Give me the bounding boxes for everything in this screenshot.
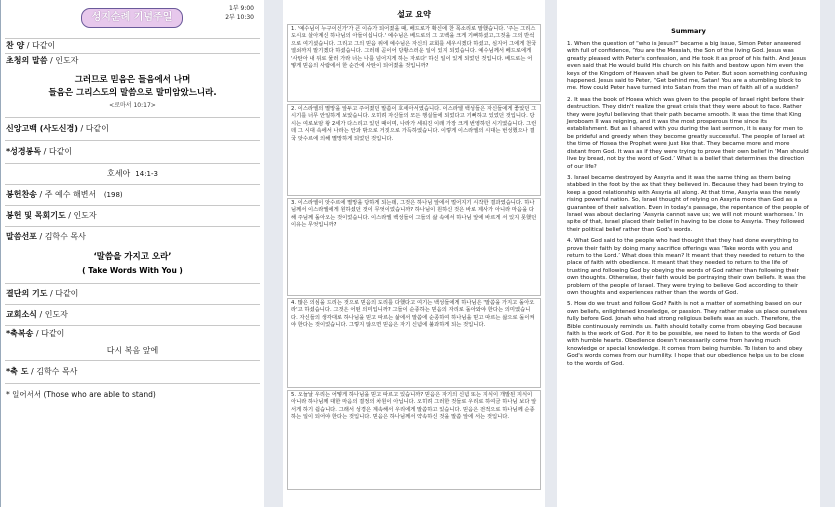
bulletin-header bbox=[1, 0, 264, 38]
english-summary-page bbox=[557, 0, 820, 507]
order-offering-hymn bbox=[1, 185, 264, 205]
korean-summary-section-5: 5. 오늘날 우리는 어떻게 하나님을 믿고 따르고 있습니까? 믿음은 자기의 신념 또는 지식이 개발된 지식이 아니라 하나님께 대한 마음의 결정의 차원이 아닙니다. 오히려 그러한 것들로 우리로 하여금 하나님 보다 앞서게 하기 쉽습니다. 그래서 성경은 계속해서 우리에게 말씀하고 있습니다. 믿음은 전적으로 하나님께 순종하는 일이 되어야 한다는 것입니다. 믿음은 하나님께서 약속하신 것을 말씀 앞에 서는 것입니다. bbox=[287, 390, 541, 490]
bulletin-title-badge: 성지순례 기념주일 bbox=[81, 8, 183, 28]
english-summary-section-4: 4. What God said to the people who had thought that they had done everything to prove their faith by doing many sacrifice offerings was ‘Take words with you and return to the Lord.’ What does this mean? It meant that they needed to return to the place of faith with obedience. It meant that they needed to return to the life of trusting and following God by obeying the words of God rather than following their own thoughts. Otherwise, their faith would be portraying their own beliefs. It was the problem of the people of Israel. They were trying to believe God according to their own thoughts and experiences rather than the words of God. bbox=[567, 238, 806, 296]
item-label: 교회소식 bbox=[6, 310, 37, 319]
scripture-reference: 14:1-3 bbox=[135, 170, 158, 178]
english-summary-title: Summary bbox=[671, 27, 706, 35]
item-leader: / 인도자 bbox=[68, 211, 97, 220]
english-summary-section-3: 3. Israel became destroyed by Assyria and it was the same thing as them being stabbed in the foot by the ax that they believed in. Because they had been trying to keep a good relationship with Assyria all along. At that time, Assyria was the newly rising powerful nation. So, Israel thought of relying on Assyria more than God as a guarantee of their salvation. Even in today's passage, the repentance of the people of Israel was about declaring ‘Assyria cannot save us; we will not mount warhorses.’ In spite of that, Israel placed their belief in having to be close to Assyria. They followed their political belief rather than God's words. bbox=[567, 174, 809, 233]
bulletin-page bbox=[0, 0, 264, 507]
item-label: 봉헌찬송 bbox=[6, 190, 37, 199]
verse-reference: <로마서 10:17> bbox=[109, 102, 156, 109]
order-sermon bbox=[1, 227, 264, 247]
order-invocation bbox=[1, 54, 264, 68]
korean-summary-title: 설교 요약 bbox=[397, 10, 431, 19]
item-leader: / 다같이 bbox=[35, 329, 65, 338]
item-leader: / 다같이 bbox=[49, 289, 79, 298]
korean-summary-section-1: 1. '예수님이 누구이신가'가 큰 이슈가 되어졌을 때, 베드로가 확신에 찬 목소리로 말했습니다. '주는 그리스도시요 살아계신 하나님의 아들이십니다.' 예수님은 베드로의 그 고백을 크게 기뻐하셨고,그것을 그의 반석으로 여기셨습니다. 그리고 그의 믿음 위에 예수님은 자신의 교회를 세우시겠다 하셨고, 심지어 그에게 천국 열쇠까지 맡기겠다 하셨습니다. 그러데 곧이어 당황스러운 일이 있지 되었습니다. 예수님께서 베드로에게 '사탄아 내 뒤로 물러 가라 너는 나를 넘어지게 하는 자로다' 하신 일이 있게 되었던 것입니다. 베드로는 어떻게 믿음의 사람에서 한 순간에 사탄이 되어졌을 것입니까? bbox=[287, 24, 541, 102]
item-leader: / 다같이 bbox=[80, 124, 109, 133]
service-times bbox=[225, 4, 254, 22]
item-leader: / 인도자 bbox=[49, 56, 79, 65]
sermon-title: ‘말씀을 가지고 오라’ bbox=[93, 252, 172, 262]
service-time-2: 2부 10:30 bbox=[225, 14, 254, 21]
verse-line-1: 그러므로 믿음은 들음에서 나며 bbox=[74, 75, 191, 85]
item-label: 신앙고백 (사도신경) bbox=[6, 124, 78, 133]
scripture-book: 호세아 bbox=[107, 169, 131, 178]
english-summary-section-5: 5. How do we trust and follow God? Faith is not a matter of something based on our own beliefs, enlightened knowledge, or passion. They rather make us place ourselves fully before God. Jonah who had strong religious beliefs was as such. Therefore, the Bible continuously reminds us. Faith should totally come from obeying God because faith is the work of God. For it to be possible, we need to listen to the words of God with humble hearts. Obedience doesn't necessarily come from having much knowledge or special knowledge. It comes from being humble. To listen to and obey God's words comes from our humility. I hope that our obedience helps us to be close to the words of God. bbox=[567, 301, 808, 367]
order-hymn bbox=[1, 39, 264, 53]
item-leader: / 김학수 목사 bbox=[30, 367, 78, 376]
service-time-1: 1부 9:00 bbox=[229, 5, 254, 12]
item-leader: / 김학수 목사 bbox=[39, 232, 86, 241]
item-leader: / 인도자 bbox=[39, 310, 68, 319]
item-label: 찬 양 bbox=[6, 41, 25, 50]
item-leader: / 다같이 bbox=[43, 147, 73, 156]
page-gap bbox=[264, 0, 283, 507]
hymn-number: (198) bbox=[103, 191, 123, 199]
korean-summary-section-4: 4. 많은 의심을 드리는 것으로 믿음의 도리를 다했다고 여기는 백성들에게 하나님은 '말씀을 가지고 돌아오라'고 하셨습니다. 그것은 어떤 의미입니까? 그들이 순종하는 믿음의 자리로 돌아와야 한다는 의미였습니다. 자신들의 생각대로 하나님을 믿고 따르는 삶에서 말씀에 순종하여 하나님을 믿고 따르는 삶으로 돌이켜야 한다는 것이었습니다. 그렇지 않으면 믿음은 자기 신념에 불과하게 되는 것입니다. bbox=[287, 298, 541, 388]
item-label: *성경봉독 bbox=[6, 147, 42, 156]
order-creed bbox=[1, 118, 264, 140]
order-decision-prayer bbox=[1, 284, 264, 304]
scripture-passage bbox=[1, 164, 264, 184]
page-gap bbox=[545, 0, 557, 507]
sermon-title-english: ( Take Words With You ) bbox=[82, 266, 183, 275]
order-benediction bbox=[1, 361, 264, 383]
item-label: 말씀선포 bbox=[6, 232, 37, 241]
item-label: 봉헌 및 목회기도 bbox=[6, 211, 66, 220]
english-summary-section-2: 2. It was the book of Hosea which was given to the people of Israel right before their destruction. They didn't realize the great crisis that they were about to face. Rather they were joyful believing that their path became smooth. It was the time that King Jeroboam II was reigning, and it was the most prosperous time since its establishment. But as I shared with you during the last sermon, it is easy for men to be prideful and greedy when they become greatly successful. The people of Israel at the time of Hosea the Prophet were just like that. They became more and more distant from God. It was as if they were trying to prove their own belief in ‘Man should live by bread, not by the word of God.’ What is a belief that determines the direction of our life? bbox=[567, 96, 809, 170]
korean-summary-section-2: 2. 이스라엘의 멸망을 앞두고 주어졌던 말씀이 호세아서였습니다. 이스라엘 백성들은 자신들에게 좋았던 그 시기를 너무 안일하게 보았습니다. 오히려 자신들의 모든 행실들에 되었다고 기뻐하고 있었던 것입니다. 당시는 여로보암 왕 2세가 다스리고 있던 때이며, 나라가 세워진 이래 가장 크게 번영하던 시기였습니다. 그런데 그 시대 속에서 나라는 안과 밖으로 거짓으로 가득하였습니다. 이렇게 이스라엘의 시대는 번성했으나 결국 앗수르에 의해 멸망하게 되었던 것입니다. bbox=[287, 104, 541, 196]
order-offering-prayer bbox=[1, 206, 264, 226]
korean-summary-section-3: 3. 이스라엘이 앗수르에 멸망을 당하게 되는데, 그것은 하나님 앞에서 멀어지기 시작한 결과였습니다. 하나님께서 이스라엘에게 원하셨던 것이 무엇이었습니까? 하나님이 원하신 것은 바로 제사가 아니라 마음을 다해 주님께 돌아오는 것이었습니다. 이스라엘 백성들이 그들의 삶 속에서 하나님 앞에 바르게 서 있지 못했던 이유는 무엇입니까? bbox=[287, 198, 541, 296]
english-summary-section-1: 1. When the question of “who is Jesus?” became a big issue, Simon Peter answered with full of confidence, ‘You are the Messiah, the Son of the living God. Jesus was greatly pleased with Peter's confession, and He took it as proof of his faith. And Jesus even said that He would build His church on his faith and bestow upon him even the keys of the Kingdom of Heaven shall be given to Peter. But soon something confusing happened. Jesus said to Peter, “Get behind me, Satan! You are a stumbling block to me. How could Peter have turned into Satan from the man of faith all of a sudden? bbox=[567, 41, 808, 92]
item-detail: / 주 예수 해변서 bbox=[39, 190, 97, 199]
order-scripture-reading bbox=[1, 141, 264, 163]
item-label: *축복송 bbox=[6, 329, 34, 338]
page-gap bbox=[820, 0, 835, 507]
item-label: *축 도 bbox=[6, 367, 29, 376]
song-title: 다시 복음 앞에 bbox=[106, 346, 159, 355]
stand-footnote: * 일어서서 (Those who are able to stand) bbox=[6, 390, 156, 399]
item-label: 결단의 기도 bbox=[6, 289, 48, 298]
verse-line-2: 들음은 그리스도의 말씀으로 말미암았느니라. bbox=[48, 88, 217, 98]
order-announcements bbox=[1, 305, 264, 325]
item-leader: / 다같이 bbox=[26, 41, 56, 50]
item-label: 초청의 말씀 bbox=[6, 56, 48, 65]
korean-summary-page bbox=[283, 0, 545, 507]
order-blessing-song bbox=[1, 326, 264, 342]
